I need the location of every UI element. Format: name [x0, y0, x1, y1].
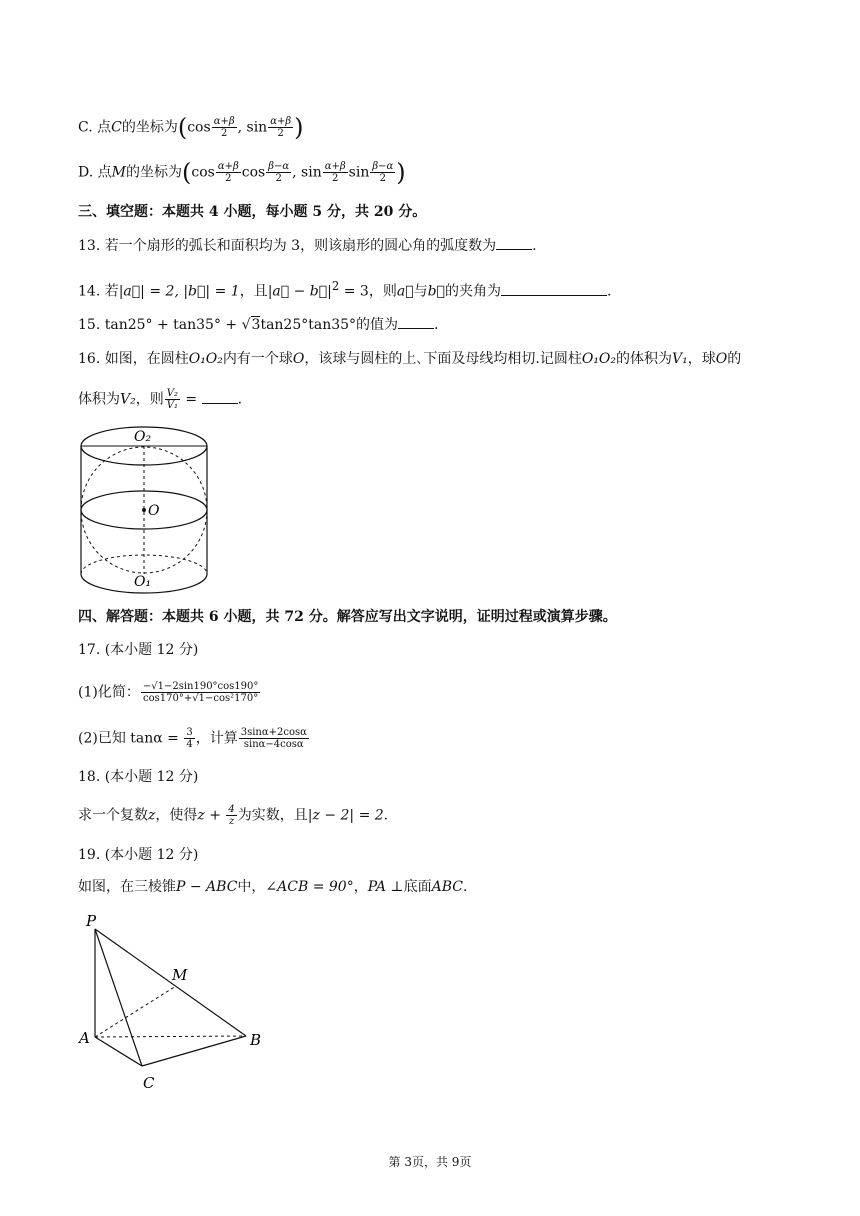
option-c-prefix: C. 点	[78, 119, 112, 136]
section-3-heading: 三、填空题：本题共 4 小题，每小题 5 分，共 20 分。	[78, 204, 427, 220]
label-a: A	[79, 1029, 90, 1047]
question-18-title: 18. (本小题 12 分)	[78, 769, 199, 785]
answer-blank	[496, 235, 532, 250]
label-o1: O₁	[134, 574, 152, 590]
option-d: D. 点M的坐标为(cos $\frac{\alpha+\beta}{2}$ cos $\frac{\beta-\alpha}{2}$ , sin $\frac{\alpha+\beta}{2}$ sin $\frac{\beta-\alpha}{2}$ )	[78, 158, 406, 187]
option-d-mid: 的坐标为	[125, 164, 182, 181]
option-c-var: C	[111, 119, 122, 136]
answer-blank	[501, 281, 607, 296]
label-o: O	[148, 503, 160, 519]
label-c: C	[143, 1074, 155, 1092]
option-c: C. 点C的坐标为(cos $\frac{\alpha+\beta}{2}$ , sin $\frac{\alpha+\beta}{2}$ )	[78, 113, 304, 142]
question-17-part1: (1)化简： $\frac{-√1-2\sin 190^\circ\cos 190^\circ}{\text{cos170°+√1−cos²170°}}$	[78, 681, 259, 704]
page-footer: 第 3页，共 9页	[388, 1155, 472, 1169]
answer-blank	[202, 389, 238, 404]
cos-func: cos	[187, 119, 211, 136]
answer-blank	[398, 314, 434, 329]
question-13: 13. 若一个扇形的弧长和面积均为 3，则该扇形的圆心角的弧度数为 .	[78, 235, 537, 256]
question-19-body: 如图，在三棱锥P − ABC中，∠ACB = 90°，PA ⊥底面ABC.	[78, 879, 468, 895]
question-14: 14. 若|a⃗| = 2, |b⃗| = 1，且|a⃗ − $b⃗|^2 = 3$，则a⃗与b⃗的夹角为 .	[78, 279, 612, 300]
sin-func: sin	[246, 119, 268, 136]
question-17-part2: (2)已知 tanα = $\frac{3}{4}$ ，计算 $\frac{3\sin\alpha+2\cos\alpha}{\sin\alpha-4\cos\alpha}$	[78, 727, 307, 750]
question-16-line2: 体积为V₂，则 $\frac{\text{V₂}}{\text{V₁}}$ = .	[78, 388, 243, 411]
section-4-heading: 四、解答题：本题共 6 小题，共 72 分。解答应写出文字说明，证明过程或演算步骤。	[78, 609, 617, 625]
label-p: P	[86, 912, 97, 930]
question-18-body: 求一个复数z，使得z + $\frac{4}{z}$ 为实数，且|z − 2| = 2.	[78, 804, 389, 827]
option-d-prefix: D. 点	[78, 164, 112, 181]
question-16-line1: 16. 如图，在圆柱O₁O₂内有一个球O，该球与圆柱的上､下面及母线均相切.记圆柱O₁O₂的体积为V₁，球O的	[78, 351, 742, 367]
option-d-var: M	[111, 164, 126, 181]
cylinder-sphere-figure	[74, 424, 214, 594]
label-b: B	[250, 1031, 262, 1049]
question-15: 15. tan25° + tan35° + √3tan25°tan35°的值为 .	[78, 314, 439, 335]
label-o2: O₂	[134, 429, 152, 445]
option-c-mid: 的坐标为	[121, 119, 178, 136]
fraction: $\frac{\alpha+\beta}{2}$	[270, 116, 292, 139]
question-19-title: 19. (本小题 12 分)	[78, 847, 199, 863]
tetrahedron-figure	[74, 910, 274, 1100]
question-17-title: 17. (本小题 12 分)	[78, 642, 199, 658]
fraction: $\frac{\alpha+\beta}{2}$	[213, 116, 235, 139]
label-m: M	[172, 966, 188, 984]
